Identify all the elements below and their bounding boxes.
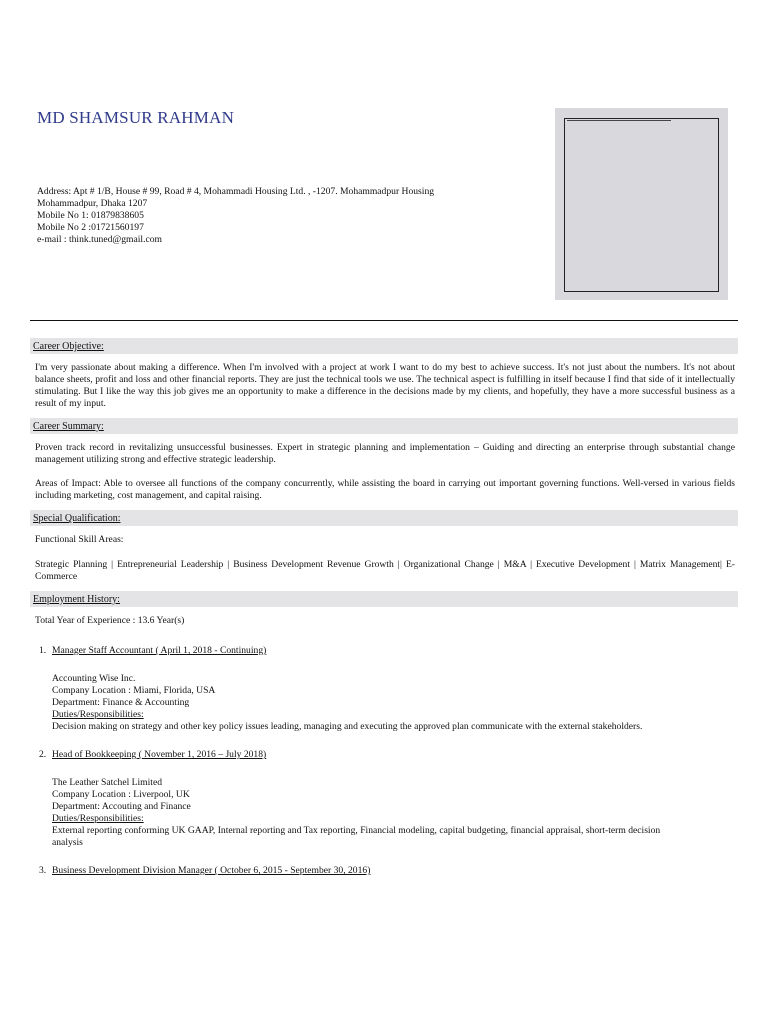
photo-placeholder <box>555 108 728 300</box>
job-item <box>30 849 738 877</box>
header-divider <box>30 320 738 321</box>
career-objective-heading: Career Objective: <box>30 338 738 354</box>
company-name: Accounting Wise Inc. <box>52 673 136 684</box>
mobile-number-1: Mobile No 1: 01879838605 <box>37 210 144 221</box>
total-experience: Total Year of Experience : 13.6 Year(s) <box>35 615 185 626</box>
career-summary-text: Proven track record in revitalizing unsuccessful businesses. Expert in strategic planning and implementation – Guiding and directing an enterprise through substantial change management utilizing strong and effective strategic leadership. <box>35 442 735 465</box>
job-details <box>30 657 738 733</box>
job-title-text: Business Development Division Manager ( October 6, 2015 - September 30, 2016) <box>52 865 371 876</box>
special-qualification-heading: Special Qualification: <box>30 510 738 526</box>
duties-label: Duties/Responsibilities: <box>52 709 144 720</box>
address-line-1: Address: Apt # 1/B, House # 99, Road # 4, Mohammadi Housing Ltd. , -1207. Mohammadpur Housing <box>37 186 435 197</box>
job-number: 2. <box>39 749 47 760</box>
job-title <box>30 645 738 657</box>
job-details <box>30 761 738 849</box>
employment-history-heading: Employment History: <box>30 591 738 607</box>
department: Department: Finance & Accounting <box>52 697 190 708</box>
email-address: e-mail : think.tuned@gmail.com <box>37 234 162 245</box>
photo-top-line <box>567 120 671 121</box>
job-title-text: Head of Bookkeeping ( November 1, 2016 – July 2018) <box>52 749 267 760</box>
job-title-text: Manager Staff Accountant ( April 1, 2018 - Continuing) <box>52 645 267 656</box>
duties-text: External reporting conforming UK GAAP, Internal reporting and Tax reporting, Financial modeling, capital budgeting, financial appraisal, short-term decision analysis <box>52 825 661 848</box>
company-location: Company Location : Liverpool, UK <box>52 789 190 800</box>
photo-box <box>564 118 719 292</box>
contact-block <box>37 186 507 246</box>
job-number: 1. <box>39 645 47 656</box>
career-objective-text: I'm very passionate about making a difference. When I'm involved with a project at work I want to do my best to achieve success. It's not just about the numbers. It's not about balance sheets, profit and loss and other financial reports. They are just the technical tools we use. The technical aspect is fulfilling in itself because I find that side of it intellectually stimulating. But I like the way this job gives me an opportunity to make a difference in the decisions made by my clients, and hopefully, they have a more successful business as a result of my input. <box>35 362 735 409</box>
candidate-name: MD SHAMSUR RAHMAN <box>37 108 235 127</box>
functional-skill-label: Functional Skill Areas: <box>35 534 124 545</box>
department: Department: Accouting and Finance <box>52 801 191 812</box>
job-title <box>30 749 738 761</box>
areas-of-impact-text: Areas of Impact: Able to oversee all functions of the company concurrently, while assisting the board in carrying out important governing functions. Well-versed in various fields including marketing, cost management, and capital raising. <box>35 478 735 501</box>
job-list <box>30 627 738 877</box>
career-summary-heading: Career Summary: <box>30 418 738 434</box>
duties-label: Duties/Responsibilities: <box>52 813 144 824</box>
job-number: 3. <box>39 865 47 876</box>
company-location: Company Location : Miami, Florida, USA <box>52 685 216 696</box>
job-title <box>30 865 738 877</box>
address-line-2: Mohammadpur, Dhaka 1207 <box>37 198 148 209</box>
duties-text: Decision making on strategy and other key policy issues leading, managing and executing the approved plan communicate with the external stakeholders. <box>52 721 643 732</box>
job-item <box>30 627 738 733</box>
resume-content <box>30 338 738 877</box>
company-name: The Leather Satchel Limited <box>52 777 163 788</box>
mobile-number-2: Mobile No 2 :01721560197 <box>37 222 144 233</box>
functional-skill-list: Strategic Planning | Entrepreneurial Leadership | Business Development Revenue Growth | Organizational Change | M&A | Executive Development | Matrix Management| E-Commerce <box>35 559 735 582</box>
job-item <box>30 733 738 849</box>
